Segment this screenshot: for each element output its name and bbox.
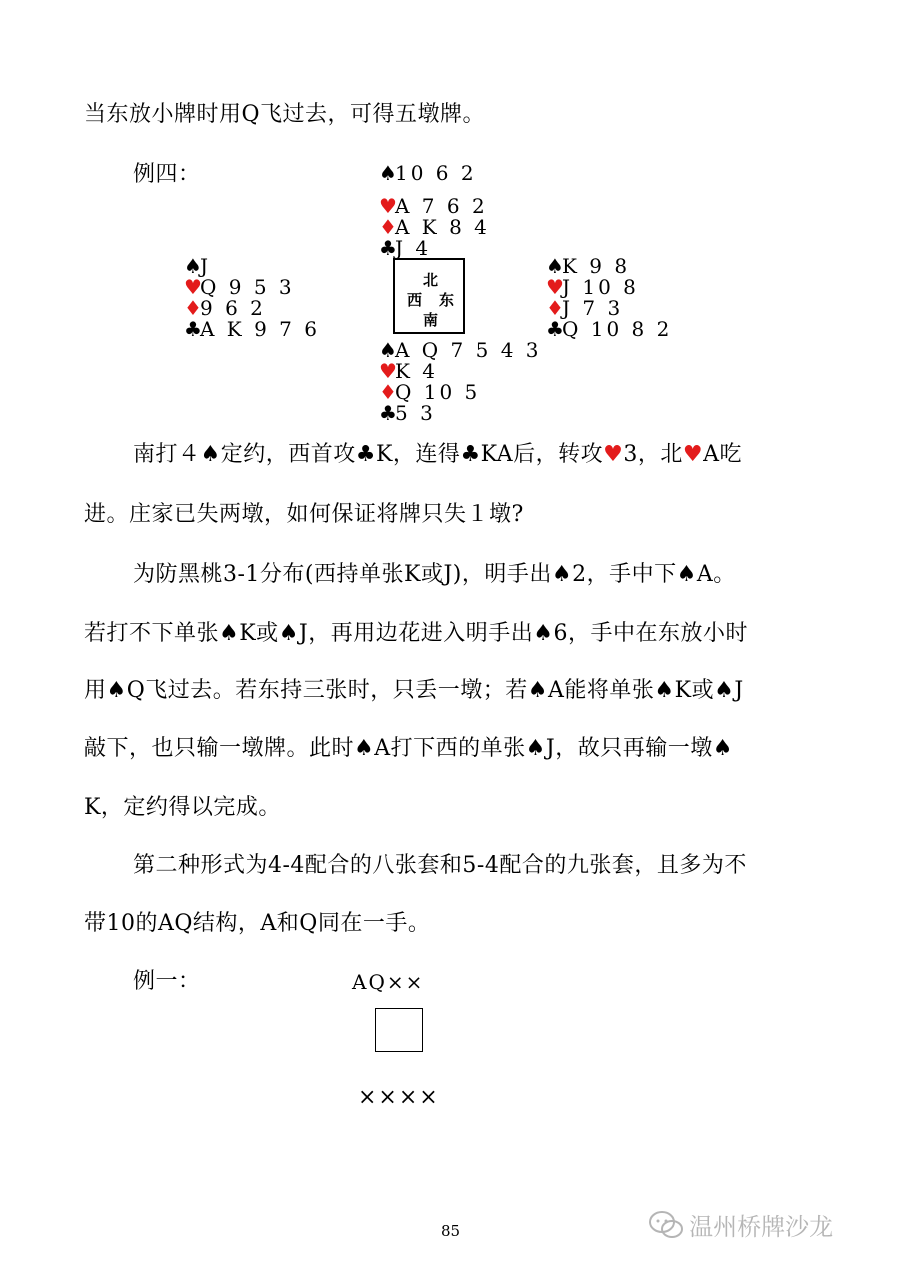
text-segment: J，再用边花进入明手出 xyxy=(298,621,534,646)
text-segment: A吃 xyxy=(703,442,742,467)
east-hearts: J 10 8 xyxy=(562,275,639,299)
south-spades: A Q 7 5 4 3 xyxy=(395,338,542,362)
west-hand xyxy=(184,256,320,340)
example1-box xyxy=(375,1008,423,1052)
north-hand xyxy=(379,163,477,184)
wechat-icon xyxy=(648,1210,684,1240)
spade-icon: ♠ xyxy=(551,562,573,587)
heart-icon: ♥ xyxy=(379,359,397,383)
spade-icon: ♠ xyxy=(533,621,554,646)
diamond-icon: ♦ xyxy=(379,215,397,239)
page-number: 85 xyxy=(441,1222,461,1240)
compass-south: 南 xyxy=(423,311,439,329)
north-clubs: J 4 xyxy=(395,236,432,260)
compass-north: 北 xyxy=(423,271,439,289)
text-segment: KA后，转攻 xyxy=(480,442,604,467)
spade-icon: ♠ xyxy=(278,621,299,646)
south-hearts: K 4 xyxy=(395,359,439,383)
spade-icon: ♠ xyxy=(379,338,397,362)
east-hand xyxy=(546,256,672,340)
heart-icon: ♥ xyxy=(184,275,202,299)
text-segment: 为防黑桃3-1分布(西持单张K或J)，明手出 xyxy=(133,562,552,587)
text-segment: 用 xyxy=(84,678,107,703)
east-clubs: Q 10 8 2 xyxy=(562,317,673,341)
west-clubs: A K 9 7 6 xyxy=(200,317,320,341)
spade-icon: ♠ xyxy=(714,678,735,703)
text-segment: Q飞过去。若东持三张时，只丢一墩；若 xyxy=(126,678,528,703)
south-hand xyxy=(379,340,542,424)
spade-icon: ♠ xyxy=(184,254,202,278)
watermark-text: 温州桥牌沙龙 xyxy=(689,1213,834,1241)
spade-icon: ♠ xyxy=(354,736,375,761)
example-label: 例一： xyxy=(133,969,201,994)
heart-icon: ♥ xyxy=(379,194,397,218)
diamond-icon: ♦ xyxy=(184,296,202,320)
south-clubs: 5 3 xyxy=(395,401,436,425)
text-line xyxy=(133,561,736,589)
east-diamonds: J 7 3 xyxy=(562,296,624,320)
text-segment: J xyxy=(734,678,744,703)
text-segment: 若打不下单张 xyxy=(84,621,220,646)
spade-icon: ♠ xyxy=(106,678,127,703)
spade-icon: ♠ xyxy=(200,442,221,467)
south-diamonds: Q 10 5 xyxy=(395,380,481,404)
spade-icon: ♠ xyxy=(546,254,564,278)
text-segment: K或 xyxy=(674,678,715,703)
club-icon: ♣ xyxy=(379,236,397,260)
text-line xyxy=(133,441,742,469)
example1-bottom-hand: ×××× xyxy=(358,1085,440,1110)
text-line: 进。庄家已失两墩，如何保证将牌只失１墩? xyxy=(84,502,524,527)
spade-icon: ♠ xyxy=(654,678,675,703)
text-segment: 2，手中下 xyxy=(572,562,677,587)
compass-box xyxy=(393,258,465,334)
club-icon: ♣ xyxy=(546,317,564,341)
text-line xyxy=(84,620,748,648)
club-icon: ♣ xyxy=(379,401,397,425)
text-line: 当东放小牌时用Q飞过去，可得五墩牌。 xyxy=(84,102,486,127)
north-spades: 10 6 2 xyxy=(395,161,477,185)
example1-top-hand: AQ×× xyxy=(352,970,425,994)
text-line xyxy=(84,677,744,705)
spade-icon: ♠ xyxy=(527,678,549,703)
spade-icon: ♠ xyxy=(676,562,697,587)
spade-icon: ♠ xyxy=(525,736,546,761)
heart-icon: ♥ xyxy=(546,275,564,299)
text-segment: 南打４ xyxy=(133,442,201,467)
spade-icon: ♠ xyxy=(219,621,240,646)
text-segment: 6，手中在东放小时 xyxy=(553,621,748,646)
spade-icon: ♠ xyxy=(379,161,397,185)
west-diamonds: 9 6 2 xyxy=(200,296,266,320)
north-hand-rest xyxy=(379,196,490,259)
text-segment: A能将单张 xyxy=(548,678,655,703)
text-line: 第二种形式为4-4配合的八张套和5-4配合的九张套，且多为不 xyxy=(133,853,747,878)
club-icon: ♣ xyxy=(184,317,202,341)
diamond-icon: ♦ xyxy=(379,380,397,404)
text-segment: A。 xyxy=(696,562,736,587)
example-label: 例四： xyxy=(133,162,201,187)
text-segment: 定约，西首攻 xyxy=(220,442,356,467)
text-segment: 敲下，也只输一墩牌。此时 xyxy=(84,736,355,761)
heart-icon: ♥ xyxy=(603,442,624,467)
west-spades: J xyxy=(200,254,212,278)
watermark xyxy=(648,1207,833,1242)
diamond-icon: ♦ xyxy=(546,296,564,320)
text-line xyxy=(84,735,733,763)
compass-east: 东 xyxy=(439,291,455,309)
spade-icon: ♠ xyxy=(712,736,733,761)
text-segment: 3，北 xyxy=(623,442,683,467)
heart-icon: ♥ xyxy=(682,442,704,467)
text-segment: K或 xyxy=(239,621,279,646)
north-hearts: A 7 6 2 xyxy=(395,194,488,218)
east-spades: K 9 8 xyxy=(562,254,631,278)
text-line: K，定约得以完成。 xyxy=(84,795,281,820)
text-segment: K，连得 xyxy=(376,442,461,467)
club-icon: ♣ xyxy=(460,442,481,467)
club-icon: ♣ xyxy=(355,442,376,467)
text-segment: A打下西的单张 xyxy=(374,736,526,761)
north-diamonds: A K 8 4 xyxy=(395,215,490,239)
text-line: 带10的AQ结构，A和Q同在一手。 xyxy=(84,911,431,936)
text-segment: J，故只再输一墩 xyxy=(545,736,713,761)
compass-west: 西 xyxy=(407,291,423,309)
west-hearts: Q 9 5 3 xyxy=(200,275,295,299)
